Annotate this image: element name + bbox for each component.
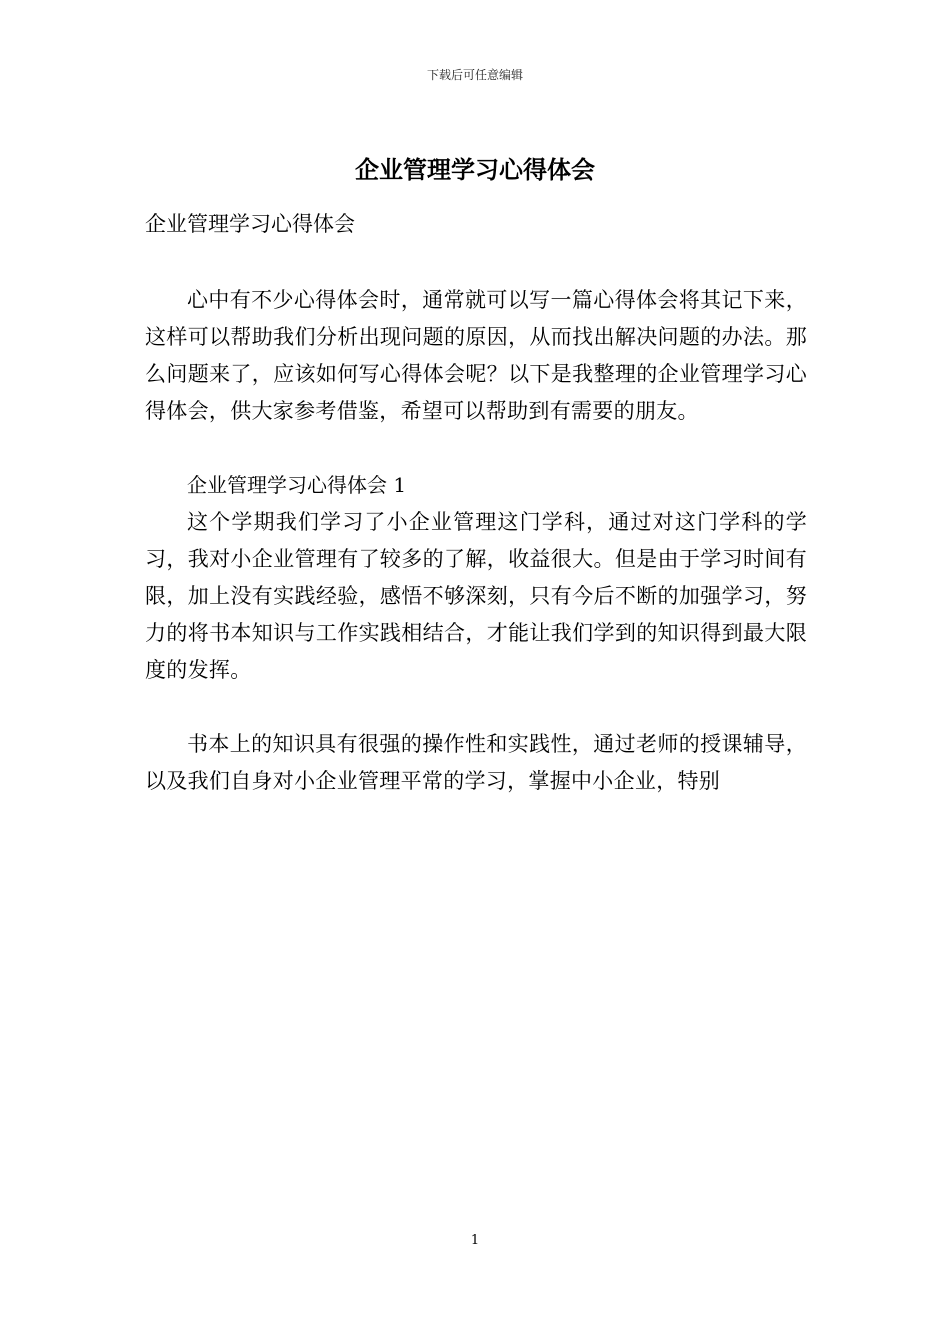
intro-paragraph: 心中有不少心得体会时，通常就可以写一篇心得体会将其记下来，这样可以帮助我们分析出现问题的原因，从而找出解决问题的办法。那么问题来了，应该如何写心得体会呢？以下是我整理的企业管理学习心得体会，供大家参考借鉴，希望可以帮助到有需要的朋友。 [145, 288, 807, 423]
document-body [145, 282, 807, 800]
page-number: 1 [470, 1233, 480, 1248]
section-heading: 企业管理学习心得体会 1 [187, 473, 407, 497]
header-note: 下载后可任意编辑 [426, 68, 523, 82]
body-paragraph: 这个学期我们学习了小企业管理这门学科，通过对这门学科的学习，我对小企业管理有了较多的了解，收益很大。但是由于学习时间有限，加上没有实践经验，感悟不够深刻，只有今后不断的加强学习，努力的将书本知识与工作实践相结合，才能让我们学到的知识得到最大限度的发挥。 [145, 510, 807, 682]
document-title: 企业管理学习心得体会 [355, 155, 595, 184]
document-subtitle: 企业管理学习心得体会 [145, 212, 355, 236]
body-paragraph: 书本上的知识具有很强的操作性和实践性，通过老师的授课辅导，以及我们自身对小企业管理平常的学习，掌握中小企业，特别 [145, 732, 807, 793]
